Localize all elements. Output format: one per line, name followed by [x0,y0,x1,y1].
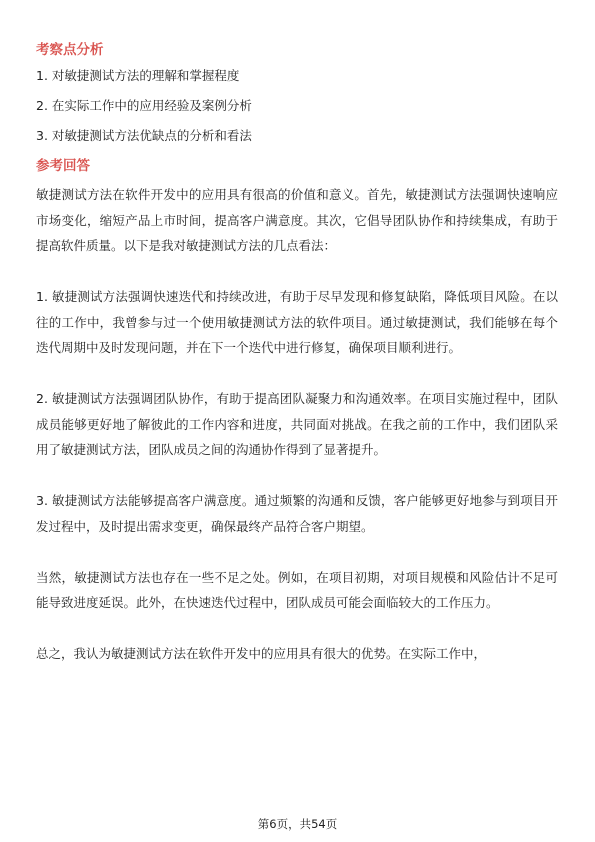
reference-answer-heading: 参考回答 [36,158,90,174]
exam-points-heading: 考察点分析 [36,42,104,58]
answer-paragraph: 敏捷测试方法在软件开发中的应用具有很高的价值和意义。首先，敏捷测试方法强调快速响应市场变化，缩短产品上市时间，提高客户满意度。其次，它倡导团队协作和持续集成，有助于提高软件质量。以下是我对敏捷测试方法的几点看法： [36,187,558,253]
exam-points-list [36,66,558,146]
answer-paragraph: 1. 敏捷测试方法强调快速迭代和持续改进，有助于尽早发现和修复缺陷，降低项目风险。在以往的工作中，我曾参与过一个使用敏捷测试方法的软件项目。通过敏捷测试，我们能够在每个迭代周期中及时发现问题，并在下一个迭代中进行修复，确保项目顺利进行。 [36,289,558,355]
page-number: 第6页，共54页 [257,817,338,831]
answer-paragraph: 2. 敏捷测试方法强调团队协作，有助于提高团队凝聚力和沟通效率。在项目实施过程中，团队成员能够更好地了解彼此的工作内容和进度，共同面对挑战。在我之前的工作中，我们团队采用了敏捷测试方法，团队成员之间的沟通协作得到了显著提升。 [36,391,558,457]
answer-paragraph: 总之，我认为敏捷测试方法在软件开发中的应用具有很大的优势。在实际工作中， [36,646,487,661]
list-item: 1. 对敏捷测试方法的理解和掌握程度 [36,68,240,83]
answer-paragraph: 当然，敏捷测试方法也存在一些不足之处。例如，在项目初期，对项目规模和风险估计不足可能导致进度延误。此外，在快速迭代过程中，团队成员可能会面临较大的工作压力。 [36,569,558,610]
reference-answer-body [36,182,558,667]
page-content [36,40,558,667]
previous-content-fragment [36,0,336,8]
list-item: 3. 对敏捷测试方法优缺点的分析和看法 [36,128,252,143]
list-item: 2. 在实际工作中的应用经验及案例分析 [36,98,252,113]
answer-paragraph: 3. 敏捷测试方法能够提高客户满意度。通过频繁的沟通和反馈，客户能够更好地参与到项目开发过程中，及时提出需求变更，确保最终产品符合客户期望。 [36,493,558,534]
